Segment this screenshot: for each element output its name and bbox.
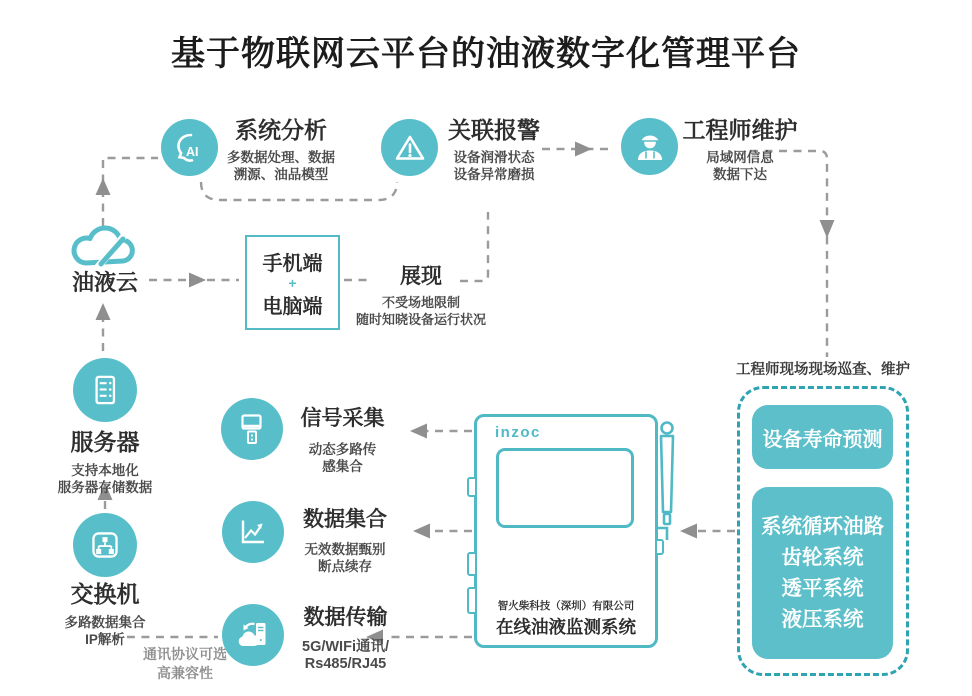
alarm-node: [381, 119, 438, 176]
signal-sensor-icon: [232, 409, 272, 449]
line-chart-icon: [233, 512, 273, 552]
cloud-upload-icon: [233, 615, 273, 655]
engineer-worker-icon: [630, 127, 670, 167]
device-side-tab-2: [467, 552, 477, 576]
monitor-device: [474, 414, 658, 648]
device-product-name: 在线油液监测系统: [496, 617, 636, 637]
antenna-icon: [656, 420, 680, 565]
system-line-2: 齿轮系统: [781, 546, 864, 569]
switch-label: 交换机: [70, 581, 140, 607]
terminal-box-pc: 电脑端: [262, 295, 323, 318]
signal-node: [221, 398, 283, 460]
system-analysis-node: [161, 119, 218, 176]
transmission-label: 数据传输: [303, 606, 388, 629]
system-analysis-desc-2: 溯源、油品模型: [233, 167, 329, 182]
aggregation-desc-1: 无效数据甄别: [304, 542, 386, 557]
terminal-box: [245, 235, 340, 330]
device-screen: [496, 448, 634, 528]
ai-head-icon: [170, 128, 210, 168]
aggregation-label: 数据集合: [303, 508, 387, 531]
arrowhead-left-to-signal: [410, 424, 427, 439]
arrowhead-right-to-terminalbox: [189, 273, 206, 288]
transmission-desc-2: Rs485/RJ45: [304, 656, 387, 672]
system-line-3: 透平系统: [781, 577, 864, 600]
page-title: 基于物联网云平台的油液数字化管理平台: [171, 35, 801, 73]
display-desc-1: 不受场地限制: [381, 295, 460, 310]
arrowhead-left-to-device: [680, 524, 697, 539]
device-company: 智火柴科技（深圳）有限公司: [497, 600, 635, 612]
server-node: [73, 358, 137, 422]
life-prediction-pill: [752, 405, 893, 469]
arrowhead-right-to-engineer: [575, 142, 592, 157]
prediction-panel: [737, 386, 909, 676]
oil-cloud-icon: [66, 213, 142, 271]
signal-desc-2: 感集合: [322, 459, 363, 474]
alarm-desc-1: 设备润滑状态: [453, 150, 535, 165]
signal-desc-1: 动态多路传: [308, 442, 377, 457]
device-side-tab-3: [467, 587, 477, 614]
engineer-desc-1: 局域网信息: [706, 150, 774, 165]
engineer-desc-2: 数据下达: [713, 167, 767, 182]
alarm-label: 关联报警: [448, 117, 540, 143]
device-brand-logo: inzoc: [495, 424, 541, 441]
life-prediction-text: 设备寿命预测: [762, 428, 883, 451]
switch-desc-1: 多路数据集合: [64, 615, 146, 630]
display-label: 展现: [400, 265, 442, 288]
aggregation-node: [222, 501, 284, 563]
engineer-label: 工程师维护: [682, 117, 798, 143]
device-side-tab-1: [467, 477, 477, 497]
transmission-node: [222, 604, 284, 666]
server-rack-icon: [84, 369, 126, 411]
switch-desc-2: IP解析: [85, 632, 125, 647]
alarm-desc-2: 设备异常磨损: [453, 167, 535, 182]
oil-cloud-label: 油液云: [71, 270, 138, 295]
switch-node: [73, 513, 137, 577]
alert-triangle-icon: [390, 128, 430, 168]
server-desc-1: 支持本地化: [71, 463, 139, 478]
display-desc-2: 随时知晓设备运行状况: [355, 312, 486, 327]
network-switch-icon: [84, 524, 126, 566]
arrowhead-left-to-aggregation: [413, 524, 430, 539]
system-line-4: 液压系统: [781, 608, 864, 631]
server-label: 服务器: [70, 429, 140, 455]
connector-analysis-alarm-bracket: [201, 182, 397, 200]
arrowhead-up-to-analysis: [96, 178, 111, 195]
arrowhead-down-to-rightbox: [820, 220, 835, 238]
system-line-1: 系统循环油路: [761, 515, 884, 538]
patrol-note: 工程师现场现场巡查、维护: [736, 362, 910, 378]
svg-text:AI: AI: [185, 144, 198, 159]
transmission-desc-1: 5G/WIFi通讯/: [302, 639, 389, 655]
signal-label: 信号采集: [300, 407, 385, 430]
protocol-note-2: 高兼容性: [157, 665, 213, 681]
aggregation-desc-2: 断点续存: [318, 559, 372, 574]
server-desc-2: 服务器存储数据: [57, 480, 153, 495]
arrowhead-up-to-cloud: [96, 303, 111, 320]
protocol-note-1: 通讯协议可选: [143, 646, 227, 662]
plus-sign: +: [288, 274, 297, 291]
engineer-node: [621, 118, 678, 175]
system-analysis-desc-1: 多数据处理、数据: [227, 150, 335, 165]
terminal-box-mobile: 手机端: [262, 252, 323, 275]
system-analysis-label: 系统分析: [235, 117, 327, 143]
systems-pill: [752, 487, 893, 659]
